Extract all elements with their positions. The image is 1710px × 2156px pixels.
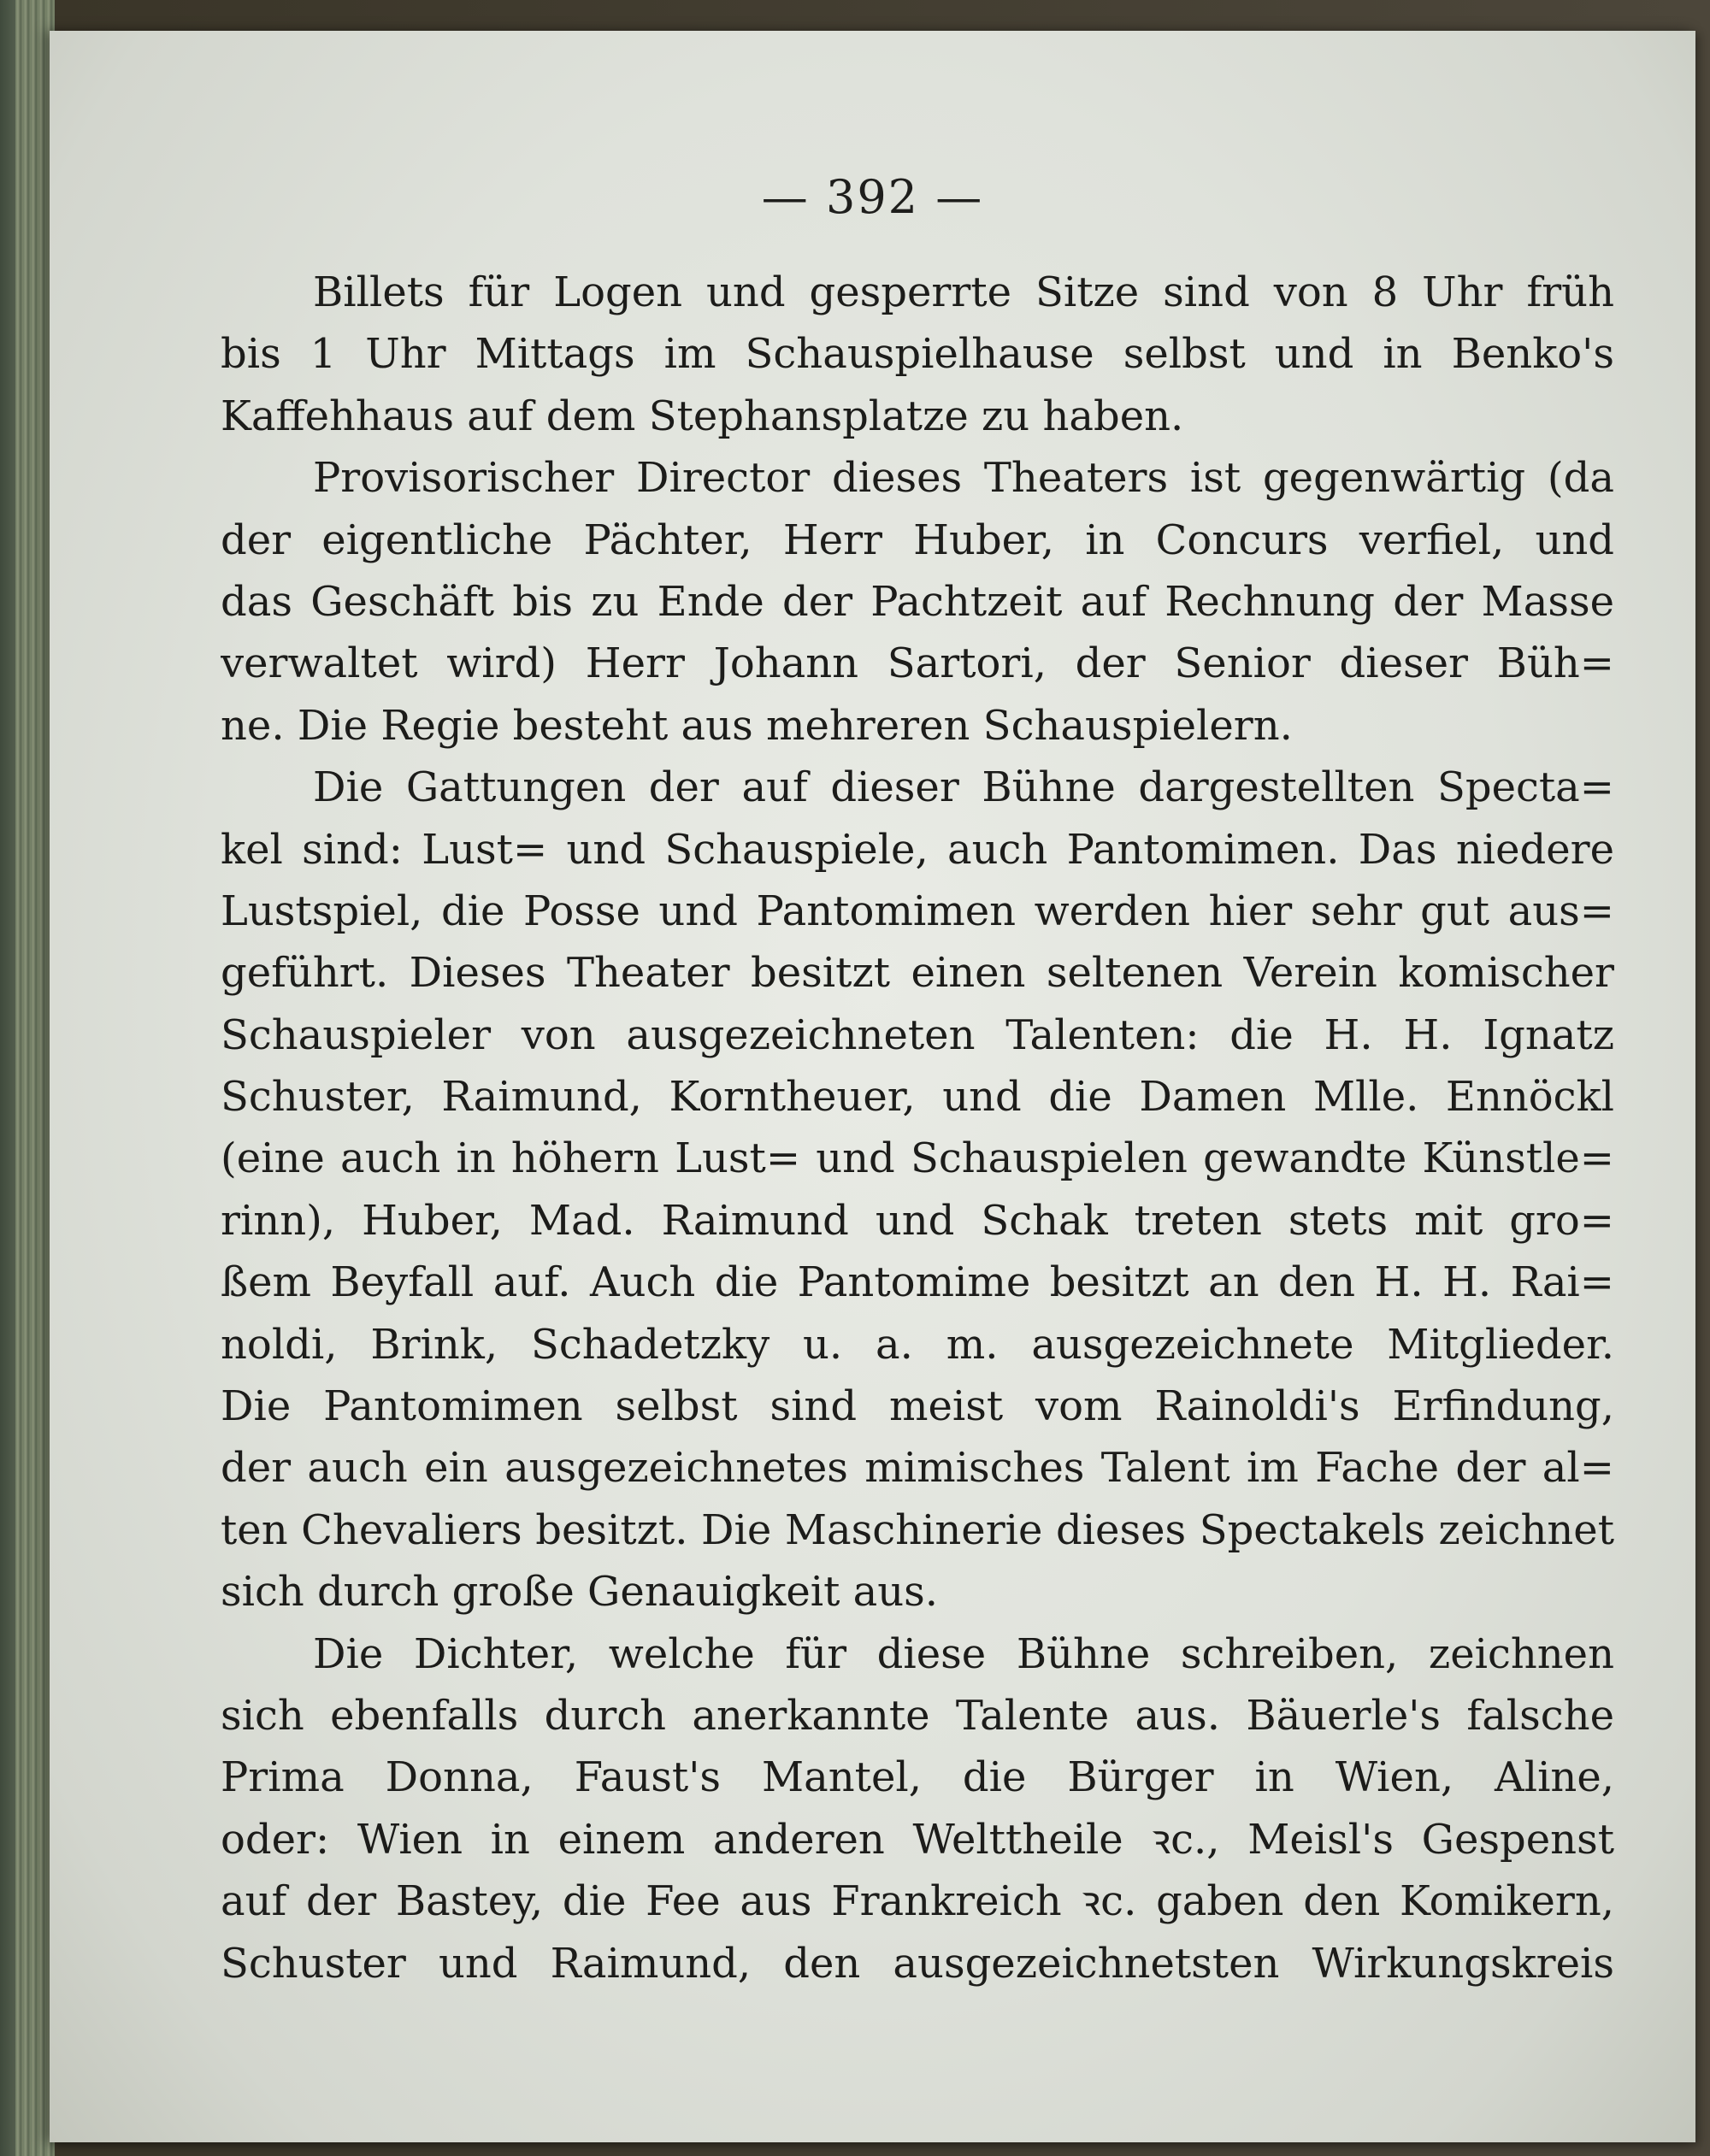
text-line: verwaltet wird) Herr Johann Sartori, der Senior dieser Büh= [221, 639, 1614, 688]
text-line: noldi, Brink, Schadetzky u. a. m. ausgezeichnete Mitglieder. [221, 1320, 1614, 1369]
text-line: auf der Bastey, die Fee aus Frankreich ꝛc. gaben den Komikern, [221, 1877, 1614, 1926]
text-line: sich durch große Genauigkeit aus. [221, 1568, 939, 1617]
text-line: Schuster, Raimund, Korntheuer, und die Damen Mlle. Ennöckl [221, 1073, 1614, 1122]
text-line: rinn), Huber, Mad. Raimund und Schak treten stets mit gro= [221, 1196, 1614, 1245]
text-line: oder: Wien in einem anderen Welttheile ꝛc., Meisl's Gespenst [221, 1815, 1614, 1864]
body-text [221, 262, 1614, 1994]
text-line: kel sind: Lust= und Schauspiele, auch Pantomimen. Das niedere [221, 825, 1614, 874]
book-page [50, 31, 1695, 2142]
text-line: ne. Die Regie besteht aus mehreren Schauspielern. [221, 701, 1293, 750]
text-line: Die Dichter, welche für diese Bühne schreiben, zeichnen [313, 1629, 1614, 1678]
text-line: Billets für Logen und gesperrte Sitze sind von 8 Uhr früh [313, 268, 1614, 316]
text-line: (eine auch in höhern Lust= und Schauspielen gewandte Künstle= [221, 1134, 1614, 1183]
text-line: Lustspiel, die Posse und Pantomimen werden hier sehr gut aus= [221, 887, 1614, 935]
text-line: der auch ein ausgezeichnetes mimisches Talent im Fache der al= [221, 1444, 1614, 1493]
text-line: Die Gattungen der auf dieser Bühne dargestellten Specta= [313, 763, 1614, 812]
text-line: sich ebenfalls durch anerkannte Talente aus. Bäuerle's falsche [221, 1691, 1614, 1740]
text-line: das Geschäft bis zu Ende der Pachtzeit auf Rechnung der Masse [221, 577, 1614, 626]
text-line: ßem Beyfall auf. Auch die Pantomime besitzt an den H. H. Rai= [221, 1258, 1614, 1307]
text-line: bis 1 Uhr Mittags im Schauspielhause selbst und in Benko's [221, 330, 1614, 379]
text-line: Prima Donna, Faust's Mantel, die Bürger in Wien, Aline, [221, 1753, 1614, 1802]
text-line: Schuster und Raimund, den ausgezeichnetsten Wirkungskreis [221, 1939, 1614, 1988]
page-number: — 392 — [761, 170, 984, 224]
text-line: Kaffehhaus auf dem Stephansplatze zu haben. [221, 392, 1184, 440]
text-line: geführt. Dieses Theater besitzt einen seltenen Verein komischer [221, 949, 1614, 998]
text-line: Die Pantomimen selbst sind meist vom Rainoldi's Erfindung, [221, 1382, 1614, 1431]
text-line: Schauspieler von ausgezeichneten Talenten: die H. H. Ignatz [221, 1010, 1614, 1059]
text-line: der eigentliche Pächter, Herr Huber, in Concurs verfiel, und [221, 515, 1614, 564]
text-line: ten Chevaliers besitzt. Die Maschinerie dieses Spectakels zeichnet [221, 1505, 1614, 1554]
text-line: Provisorischer Director dieses Theaters ist gegenwärtig (da [313, 454, 1614, 503]
